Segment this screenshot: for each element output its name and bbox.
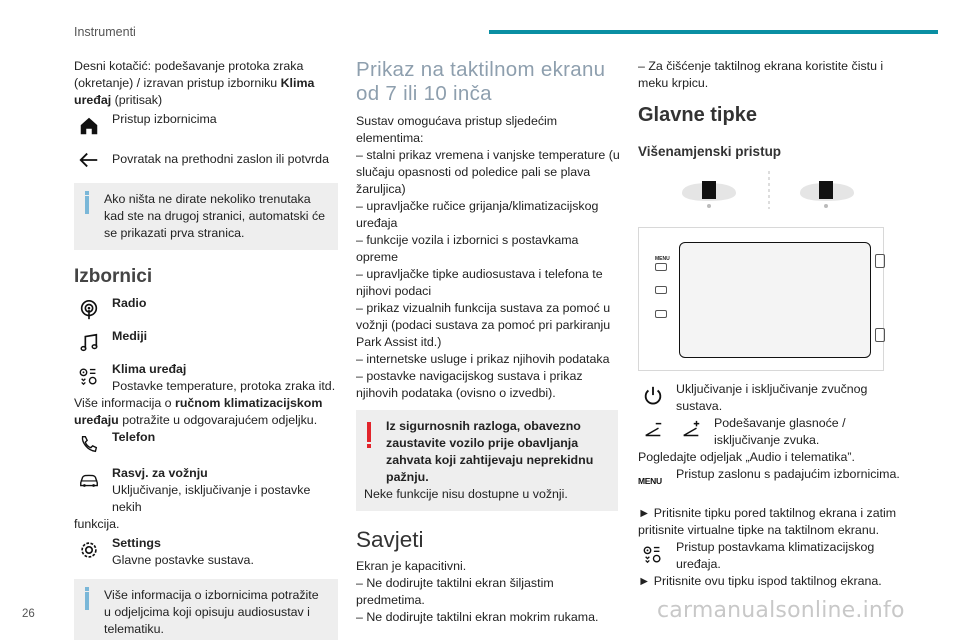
info-note-1	[74, 183, 338, 250]
press-instruction: ► Pritisnite tipku pored taktilnog ekrana i zatim pritisnite virtualne tipke na taktilnom ekranu.	[638, 506, 897, 538]
power-key-mini	[875, 254, 885, 268]
steering-wheel-right-icon	[800, 181, 854, 208]
menu-key-icon: MENU	[638, 466, 668, 496]
volume-up-icon	[676, 415, 706, 445]
touchscreen-list	[356, 147, 622, 402]
volume-text: Podešavanje glasnoće / isključivanje zvuka.	[714, 416, 846, 448]
clima-more: Više informacija o ručnom klimatizacijskom uređaju potražite u odgovarajućem odjeljku.	[74, 395, 323, 427]
list-item: – internetske usluge i prikaz njihovih podataka	[356, 351, 610, 366]
info-note-1-text: Ako ništa ne dirate nekoliko trenutaka kad ste na drugoj stranici, automatski će se prikazati prva stranica.	[104, 191, 326, 240]
multi-access-heading: Višenamjenski pristup	[638, 143, 782, 159]
column-right	[638, 58, 900, 590]
press-instruction-2: ► Pritisnite ovu tipku ispod taktilnog ekrana.	[638, 574, 882, 589]
warning-text: Neke funkcije nisu dostupne u vožnji.	[364, 486, 568, 501]
music-note-icon	[74, 328, 104, 358]
settings-text: Glavne postavke sustava.	[112, 552, 254, 567]
car-icon	[74, 465, 104, 495]
steering-wheel-left-icon	[682, 181, 736, 208]
warning-note	[356, 410, 618, 511]
list-item: – funkcije vozila i izbornici s postavkama opreme	[356, 233, 579, 264]
column-left	[74, 58, 338, 640]
menu-row	[638, 466, 900, 496]
volume-down-key-mini	[655, 310, 667, 318]
volume-up-key-mini	[655, 286, 667, 294]
phone-icon	[74, 429, 104, 459]
list-item: – postavke navigacijskog sustava i prikaz njihovih podataka (ovisno o izvedbi).	[356, 368, 583, 400]
menu-text: Pristup zaslonu s padajućim izbornicima.	[676, 467, 900, 482]
clima-key-row	[638, 539, 900, 573]
menu-phone-row	[74, 429, 338, 459]
settings-block	[112, 535, 338, 569]
power-text: Uključivanje i isključivanje zvučnog sustava.	[676, 382, 868, 414]
list-item: – stalni prikaz vremena i vanjske temperature (u slučaju opasnosti od poledice pali se plava žaruljica)	[356, 148, 620, 197]
menus-heading: Izbornici	[74, 265, 153, 287]
list-item: – Ne dodirujte taktilni ekran mokrim rukama.	[356, 609, 599, 624]
radio-label: Radio	[112, 295, 147, 310]
clima-title: Klima uređaj	[112, 361, 187, 376]
section-title: Instrumenti	[74, 25, 136, 39]
header-accent-bar	[489, 30, 938, 34]
list-item: – prikaz vizualnih funkcija sustava za pomoć u vožnji (podaci sustava za pomoć pri parkiranju Park Assist itd.)	[356, 300, 611, 349]
menu-settings-row	[74, 535, 338, 569]
phone-label: Telefon	[112, 429, 156, 444]
back-row	[74, 145, 338, 175]
tips-intro: Ekran je kapacitivni.	[356, 558, 467, 573]
clean-text: – Za čišćenje taktilnog ekrana koristite čistu i meku krpicu.	[638, 59, 884, 90]
watermark: carmanualsonline.info	[657, 598, 905, 623]
menu-key-mini-label: MENU	[655, 256, 670, 263]
touchscreen-frame	[679, 242, 871, 358]
radio-icon	[74, 295, 104, 325]
back-arrow-icon	[74, 145, 104, 175]
drive-text-b: funkcija.	[74, 516, 120, 531]
info-icon-2	[85, 587, 89, 591]
drive-text-a: Uključivanje, isključivanje i postavke nekih	[112, 482, 311, 514]
touchscreen-illustration	[638, 227, 884, 371]
menu-key-mini	[655, 263, 667, 271]
info-note-2	[74, 579, 338, 640]
list-item: – upravljačke ručice grijanja/klimatizacijskog uređaja	[356, 199, 599, 231]
climate-fan-icon	[638, 539, 668, 569]
volume-row	[638, 415, 900, 449]
home-text: Pristup izbornicima	[112, 111, 217, 126]
back-text: Povratak na prethodni zaslon ili potvrda	[112, 151, 329, 166]
volume-down-icon	[638, 415, 668, 445]
list-item: – Ne dodirujte taktilni ekran šiljastim predmetima.	[356, 575, 554, 607]
audio-reference: Pogledajte odjeljak „Audio i telematika”.	[638, 450, 855, 465]
menu-media-row	[74, 328, 338, 358]
power-icon	[638, 381, 668, 411]
touchscreen-heading: Prikaz na taktilnom ekranu od 7 ili 10 inča	[356, 58, 606, 105]
media-label: Mediji	[112, 328, 148, 343]
home-icon	[74, 111, 104, 141]
list-item: – upravljačke tipke audiosustava i telefona te njihovi podaci	[356, 266, 603, 298]
warning-icon	[367, 444, 371, 448]
info-icon	[85, 191, 89, 195]
power-row	[638, 381, 900, 415]
gear-icon	[74, 535, 104, 565]
drive-block	[112, 465, 338, 516]
drive-title: Rasvj. za vožnju	[112, 465, 208, 480]
settings-title: Settings	[112, 535, 161, 550]
climate-fan-icon	[74, 361, 104, 391]
menu-drive-row	[74, 465, 338, 516]
clima-text: Postavke temperature, protoka zraka itd.	[112, 378, 336, 393]
touchscreen-intro: Sustav omogućava pristup sljedećim elementima:	[356, 114, 558, 146]
clima-block	[112, 361, 338, 395]
menu-clima-row	[74, 361, 338, 395]
main-keys-heading: Glavne tipke	[638, 103, 757, 126]
info-note-2-text: Više informacija o izbornicima potražite u odjeljcima koji opisuju audiosustav i telematiku.	[104, 587, 319, 636]
page-number: 26	[22, 608, 35, 620]
warning-bold: Iz sigurnosnih razloga, obavezno zaustavite vozilo prije obavljanja zahvata koji zahtijevaju neprekidnu pažnju.	[386, 418, 594, 484]
menu-radio-row	[74, 295, 338, 325]
home-row	[74, 111, 338, 141]
clima-key-text: Pristup postavkama klimatizacijskog uređaja.	[676, 540, 875, 572]
tips-heading: Savjeti	[356, 526, 424, 552]
steering-wheel-illustration	[638, 171, 900, 211]
clima-key-mini	[875, 328, 885, 342]
column-middle	[356, 58, 622, 626]
intro-paragraph: Desni kotačić: podešavanje protoka zraka (okretanje) / izravan pristup izborniku Klima uređaj (pritisak)	[74, 59, 315, 107]
